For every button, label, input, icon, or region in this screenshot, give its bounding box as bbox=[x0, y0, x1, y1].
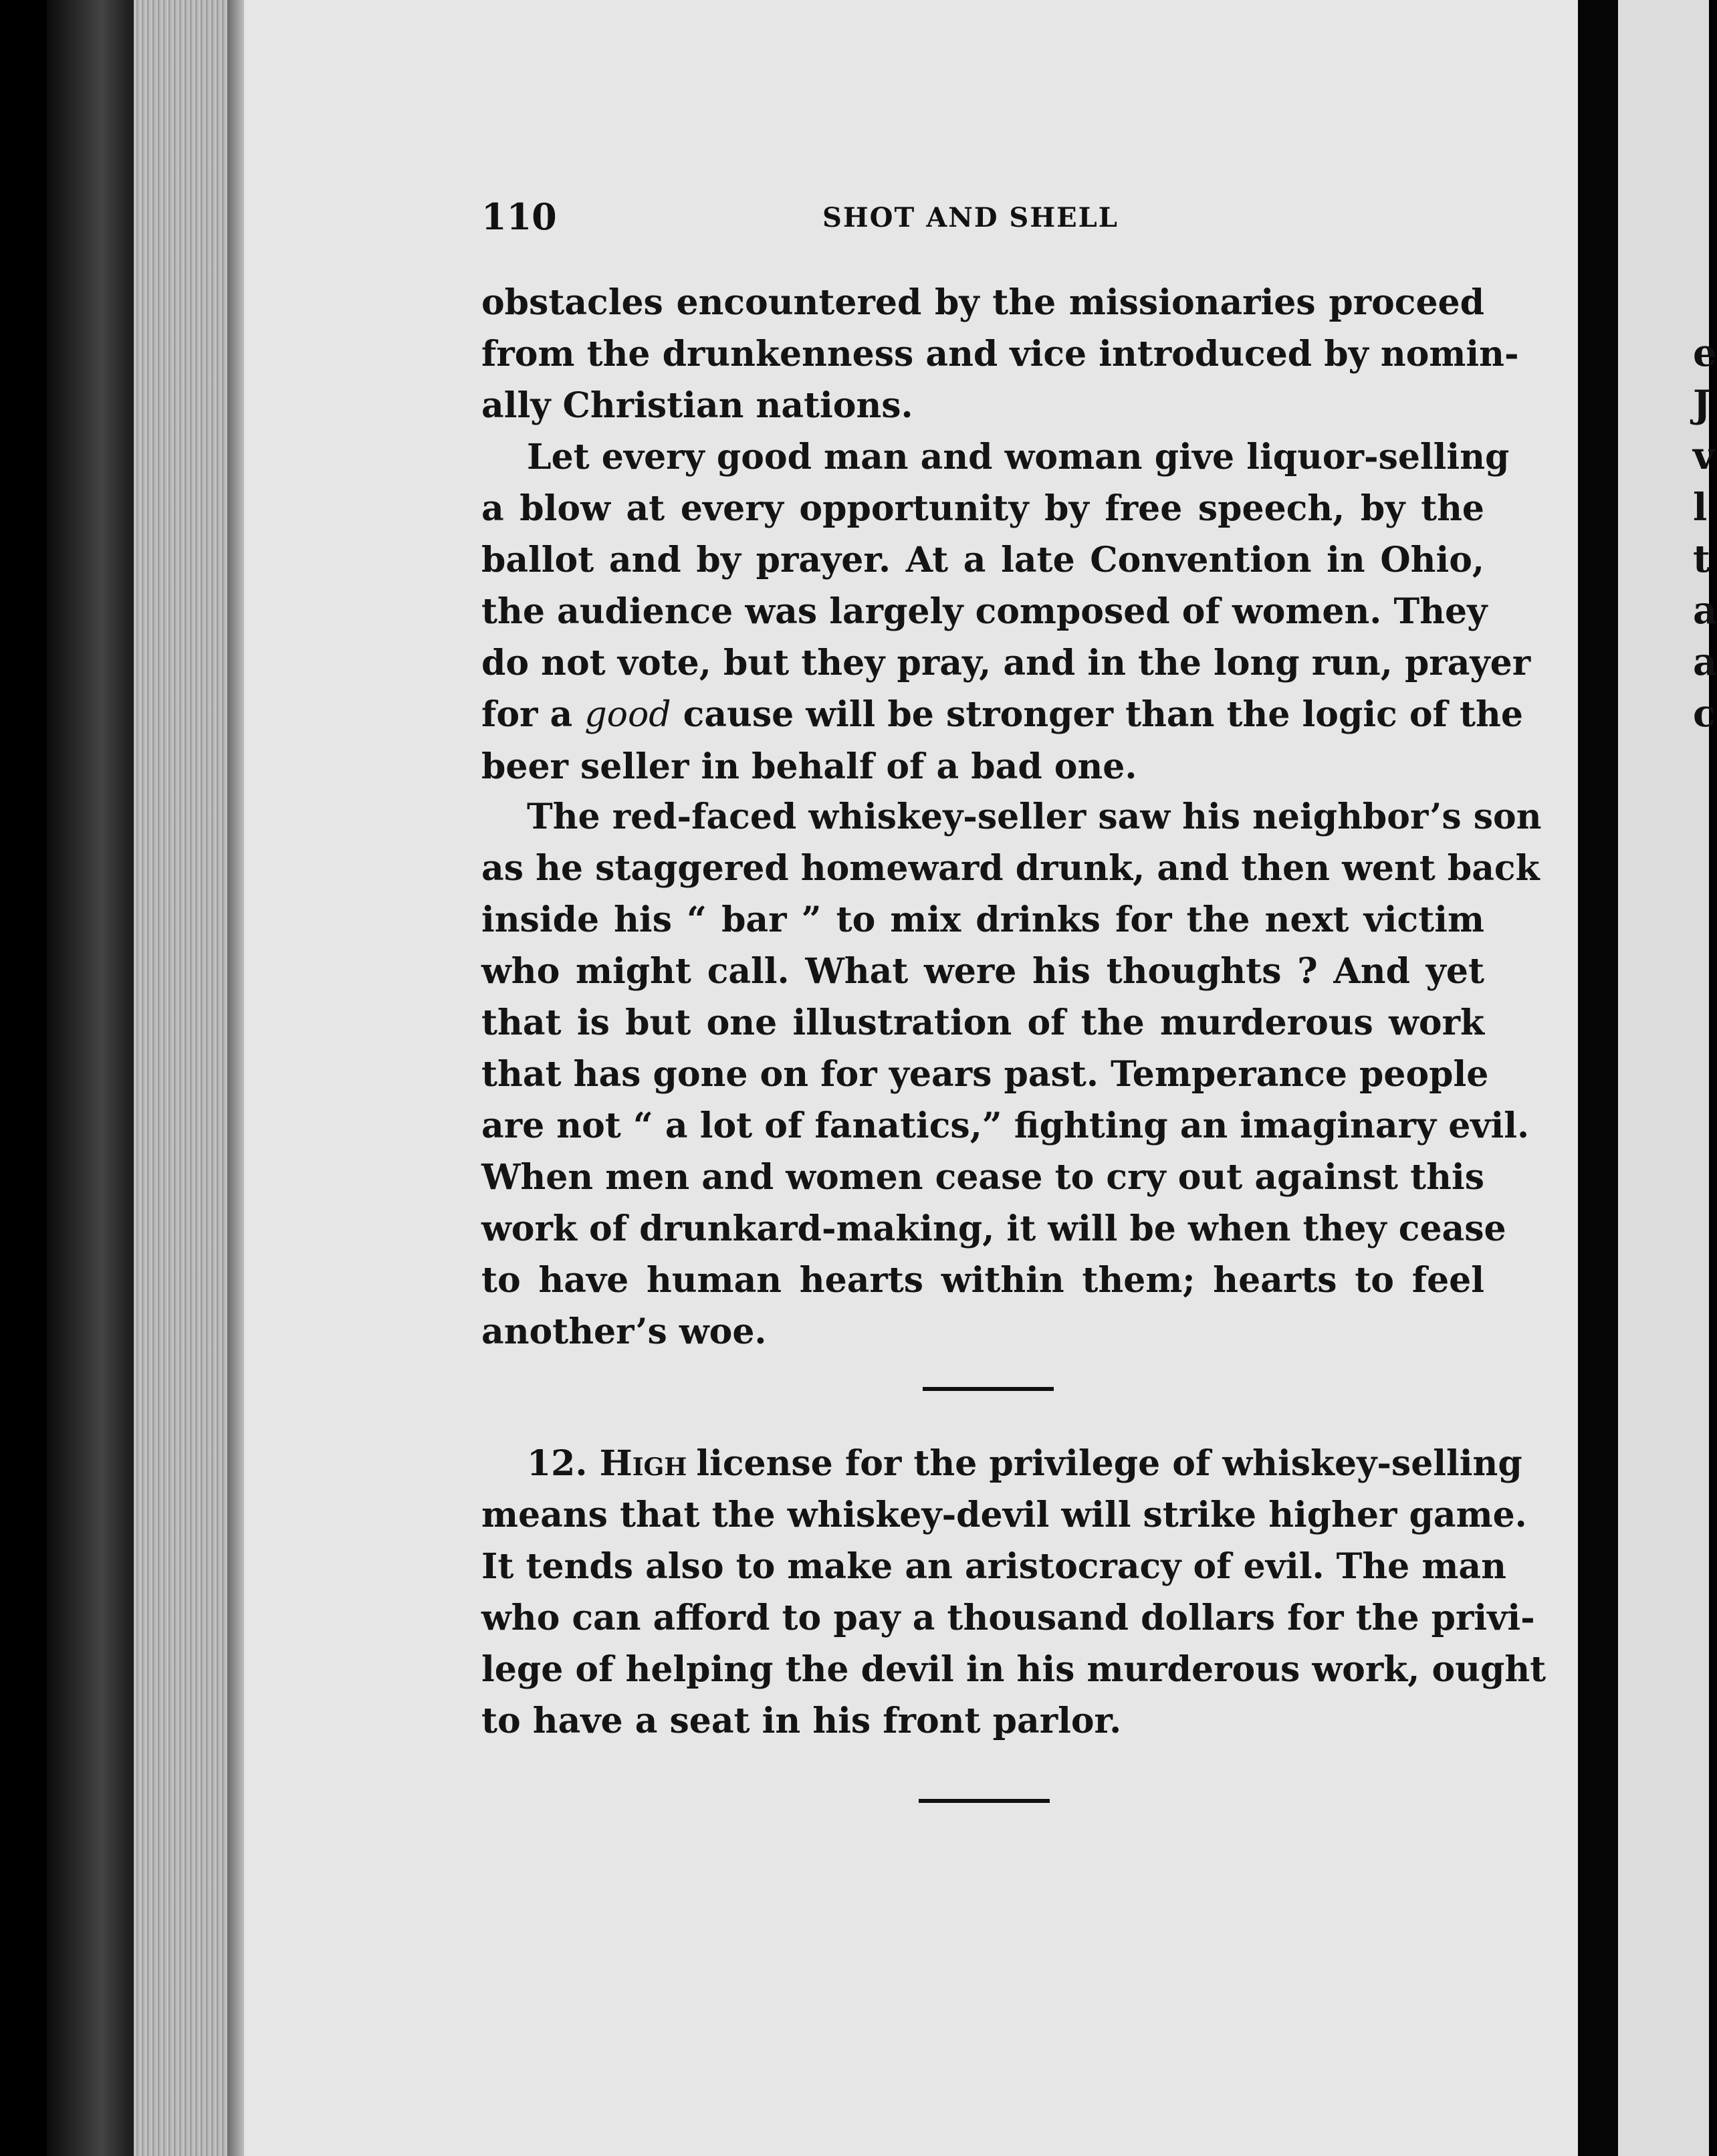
paragraph-high-license bbox=[481, 1438, 1547, 1747]
text-line: a blow at every opportunity by free speech, by the bbox=[481, 488, 1484, 529]
text-fragment: license for the privilege of whiskey-selling bbox=[696, 1443, 1522, 1484]
text-line: When men and women cease to cry out against this bbox=[481, 1157, 1484, 1198]
text-line: inside his “ bar ” to mix drinks for the next victim bbox=[481, 899, 1484, 940]
page-header bbox=[481, 195, 1484, 242]
text-line: obstacles encountered by the missionaries proceed bbox=[481, 282, 1484, 323]
gutter bbox=[1578, 0, 1618, 2156]
fragment: l bbox=[1693, 486, 1708, 530]
text-line: from the drunkenness and vice introduced by nomin- bbox=[481, 334, 1519, 374]
text-line: that has gone on for years past. Temperance people bbox=[481, 1054, 1489, 1095]
running-title: SHOT AND SHELL bbox=[822, 202, 1119, 233]
paragraph-continued bbox=[481, 277, 1519, 431]
fragment: c bbox=[1693, 691, 1716, 736]
text-line: to have a seat in his front parlor. bbox=[481, 1701, 1122, 1741]
fragment: J bbox=[1693, 383, 1711, 427]
text-line: It tends also to make an aristocracy of evil. The man bbox=[481, 1546, 1506, 1587]
text-line: beer seller in behalf of a bad one. bbox=[481, 746, 1137, 787]
text-line: lege of helping the devil in his murderous work, ought bbox=[481, 1649, 1547, 1690]
italic-word: good bbox=[584, 695, 671, 735]
paragraph-prayer bbox=[481, 431, 1531, 792]
book-binding-edge bbox=[47, 0, 147, 2156]
text-line: do not vote, but they pray, and in the long run, prayer bbox=[481, 643, 1531, 683]
text-line: another’s woe. bbox=[481, 1311, 767, 1352]
text-line: The red-faced whiskey-seller saw his neighbor’s son bbox=[527, 796, 1542, 837]
page-number: 110 bbox=[481, 195, 557, 238]
text-fragment: for a bbox=[481, 694, 573, 735]
text-fragment: cause will be stronger than the logic of the bbox=[683, 694, 1523, 735]
item-number: 12. bbox=[527, 1443, 588, 1484]
text-line: work of drunkard-making, it will be when they cease bbox=[481, 1208, 1506, 1249]
section-divider-rule bbox=[923, 1387, 1054, 1391]
text-line-numbered bbox=[481, 1438, 1522, 1489]
text-line: who might call. What were his thoughts ? And yet bbox=[481, 951, 1484, 992]
text-line: who can afford to pay a thousand dollars for the privi- bbox=[481, 1598, 1535, 1638]
next-page-edge bbox=[1618, 0, 1717, 2156]
page-edges bbox=[134, 0, 241, 2156]
text-line: are not “ a lot of fanatics,” fighting an imaginary evil. bbox=[481, 1105, 1530, 1146]
fragment: a bbox=[1693, 588, 1717, 633]
fragment: v bbox=[1693, 434, 1715, 478]
lead-word: High bbox=[599, 1443, 687, 1484]
text-line: means that the whiskey-devil will strike higher game. bbox=[481, 1495, 1527, 1535]
text-line: the audience was largely composed of women. They bbox=[481, 591, 1488, 632]
text-line-with-italic bbox=[481, 689, 1523, 741]
text-line: ballot and by prayer. At a late Convention in Ohio, bbox=[481, 540, 1484, 580]
text-line: Let every good man and woman give liquor-selling bbox=[527, 437, 1510, 477]
text-line: that is but one illustration of the murderous work bbox=[481, 1002, 1484, 1043]
text-line: to have human hearts within them; hearts to feel bbox=[481, 1260, 1484, 1301]
text-line: as he staggered homeward drunk, and then went back bbox=[481, 848, 1540, 889]
fragment: a bbox=[1693, 640, 1717, 684]
next-page-fragments bbox=[1693, 328, 1717, 740]
fragment: e bbox=[1693, 331, 1717, 375]
section-divider-rule bbox=[919, 1799, 1050, 1803]
fragment: t bbox=[1693, 537, 1710, 581]
paragraph-whiskey-seller bbox=[481, 791, 1542, 1358]
text-line: ally Christian nations. bbox=[481, 385, 913, 426]
